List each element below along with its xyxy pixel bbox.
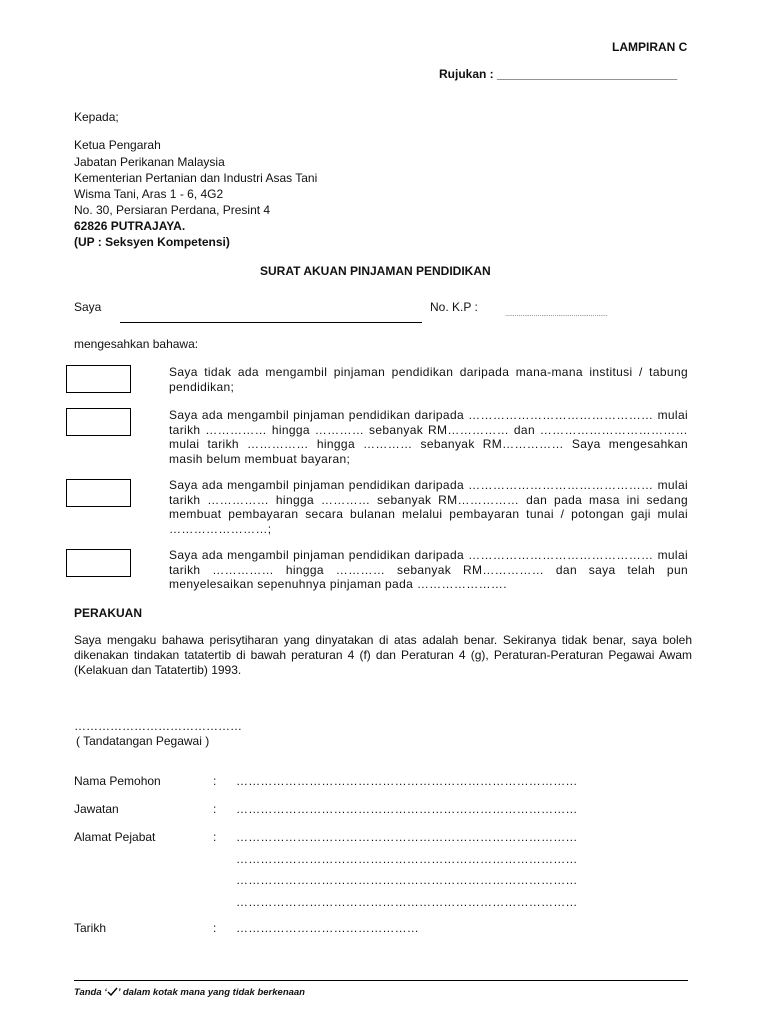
document-title: SURAT AKUAN PINJAMAN PENDIDIKAN [260,264,491,278]
field-label-tarikh: Tarikh [74,921,107,935]
option-2-text: Saya ada mengambil pinjaman pendidikan daripada ……………………………………… mulai tarikh …………… hingga ………… sebanyak RM…………… dan ……………………………… mulai tarikh …………… hingga ………… sebanyak RM…………… Saya mengesahkan masih belum membuat bayaran; [169,408,688,466]
option-4-text: Saya ada mengambil pinjaman pendidikan daripada ……………………………………… mulai tarikh …………… hingga ………… sebanyak RM…………… dan saya telah pun menyelesaikan sepenuhnya pinjaman pada …………………. [169,548,688,592]
perakuan-heading: PERAKUAN [74,606,143,620]
recipient-line: Jabatan Perikanan Malaysia [74,155,225,169]
checkbox-option-3[interactable] [66,479,131,507]
footer-note-suffix: ’ dalam kotak mana yang tidak berkenaan [117,987,305,998]
field-colon: : [213,802,217,816]
name-underline-field[interactable] [120,322,422,323]
field-label-nama: Nama Pemohon [74,774,161,788]
reference-field: Rujukan : ___________________________ [439,67,678,81]
footer-note-prefix: Tanda ‘ [74,987,107,998]
alamat-input-line-3[interactable]: ………………………………………………………………………… [236,873,578,887]
alamat-input-line-2[interactable]: ………………………………………………………………………… [236,852,578,866]
recipient-line: No. 30, Persiaran Perdana, Presint 4 [74,203,271,217]
recipient-line: Wisma Tani, Aras 1 - 6, 4G2 [74,187,224,201]
checkbox-option-2[interactable] [66,408,131,436]
recipient-attention: (UP : Seksyen Kompetensi) [74,235,230,249]
checkbox-option-1[interactable] [66,365,131,393]
perakuan-text: Saya mengaku bahawa perisytiharan yang dinyatakan di atas adalah benar. Sekiranya tidak benar, saya boleh dikenakan tindakan tatatertib di bawah peraturan 4 (f) dan Peraturan 4 (g), Peraturan-Peraturan Pegawai Awam (Kelakuan dan Tatatertib) 1993. [74,633,692,677]
tarikh-input-line[interactable]: ……………………………………… [236,921,419,935]
attachment-label: LAMPIRAN C [612,40,688,54]
recipient-line: Ketua Pengarah [74,138,161,152]
option-3-text: Saya ada mengambil pinjaman pendidikan daripada ……………………………………… mulai tarikh …………… hingga ………… sebanyak RM…………… dan pada masa ini sedang membuat pembayaran secara bulanan melalui pembayaran tunai / potongan gaji mulai ……………………; [169,478,688,536]
field-colon: : [213,921,217,935]
alamat-input-line-4[interactable]: ………………………………………………………………………… [236,895,578,909]
nama-input-line[interactable]: ………………………………………………………………………… [236,774,578,788]
nokp-label: No. K.P : [430,300,478,314]
footer-note [74,987,305,998]
saya-label: Saya [74,300,102,314]
salutation: Kepada; [74,110,119,124]
recipient-line: Kementerian Pertanian dan Industri Asas Tani [74,171,318,185]
recipient-postcode-city: 62826 PUTRAJAYA. [74,219,186,233]
jawatan-input-line[interactable]: ………………………………………………………………………… [236,802,578,816]
option-1-text: Saya tidak ada mengambil pinjaman pendidikan daripada mana-mana institusi / tabung pendidikan; [169,365,688,394]
field-label-jawatan: Jawatan [74,802,119,816]
field-colon: : [213,830,217,844]
tick-icon [107,987,118,996]
confirm-text: mengesahkan bahawa: [74,337,199,351]
checkbox-option-4[interactable] [66,549,131,577]
field-colon: : [213,774,217,788]
signature-line[interactable]: …………………………………… [74,719,242,733]
nokp-dotted-field[interactable]: ……………………………………………… [505,312,608,318]
alamat-input-line-1[interactable]: ………………………………………………………………………… [236,830,578,844]
footer-divider [74,980,688,981]
field-label-alamat: Alamat Pejabat [74,830,156,844]
signature-label: ( Tandatangan Pegawai ) [76,734,210,748]
